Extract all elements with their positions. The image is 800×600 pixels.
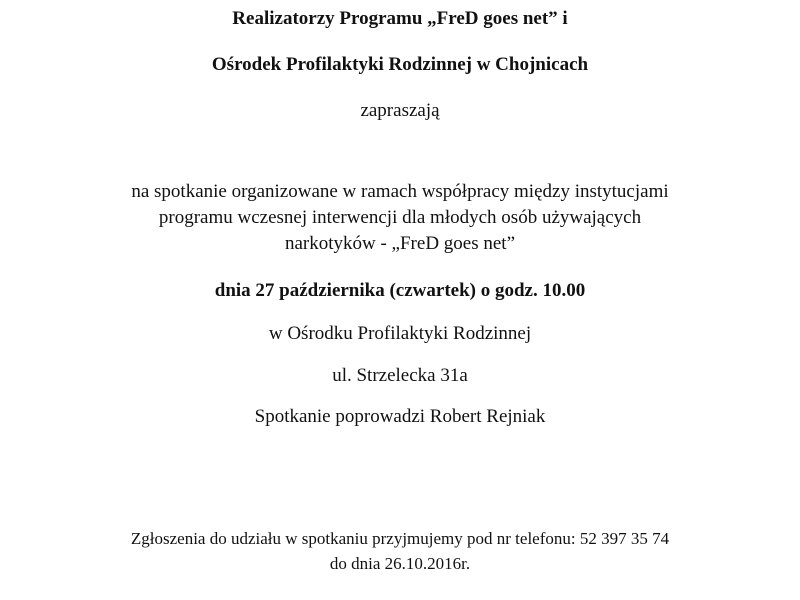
description-line-3: narkotyków - „FreD goes net”	[284, 233, 516, 254]
organization-name: Ośrodek Profilaktyki Rodzinnej w Chojnicach	[211, 54, 589, 75]
registration-info: Zgłoszenia do udziału w spotkaniu przyjmujemy pod nr telefonu: 52 397 35 74	[130, 529, 670, 548]
meeting-place: w Ośrodku Profilaktyki Rodzinnej	[268, 323, 532, 344]
description-line-1: na spotkanie organizowane w ramach współpracy między instytucjami	[131, 181, 669, 202]
meeting-date: dnia 27 października (czwartek) o godz. 10.00	[214, 280, 586, 301]
description-line-2: programu wczesnej interwencji dla młodych osób używających	[158, 207, 642, 228]
meeting-address: ul. Strzelecka 31a	[332, 365, 468, 386]
invite-word: zapraszają	[360, 100, 440, 121]
meeting-host: Spotkanie poprowadzi Robert Rejniak	[254, 406, 546, 427]
registration-deadline: do dnia 26.10.2016r.	[329, 554, 471, 573]
organizers-line: Realizatorzy Programu „FreD goes net” i	[232, 8, 568, 29]
